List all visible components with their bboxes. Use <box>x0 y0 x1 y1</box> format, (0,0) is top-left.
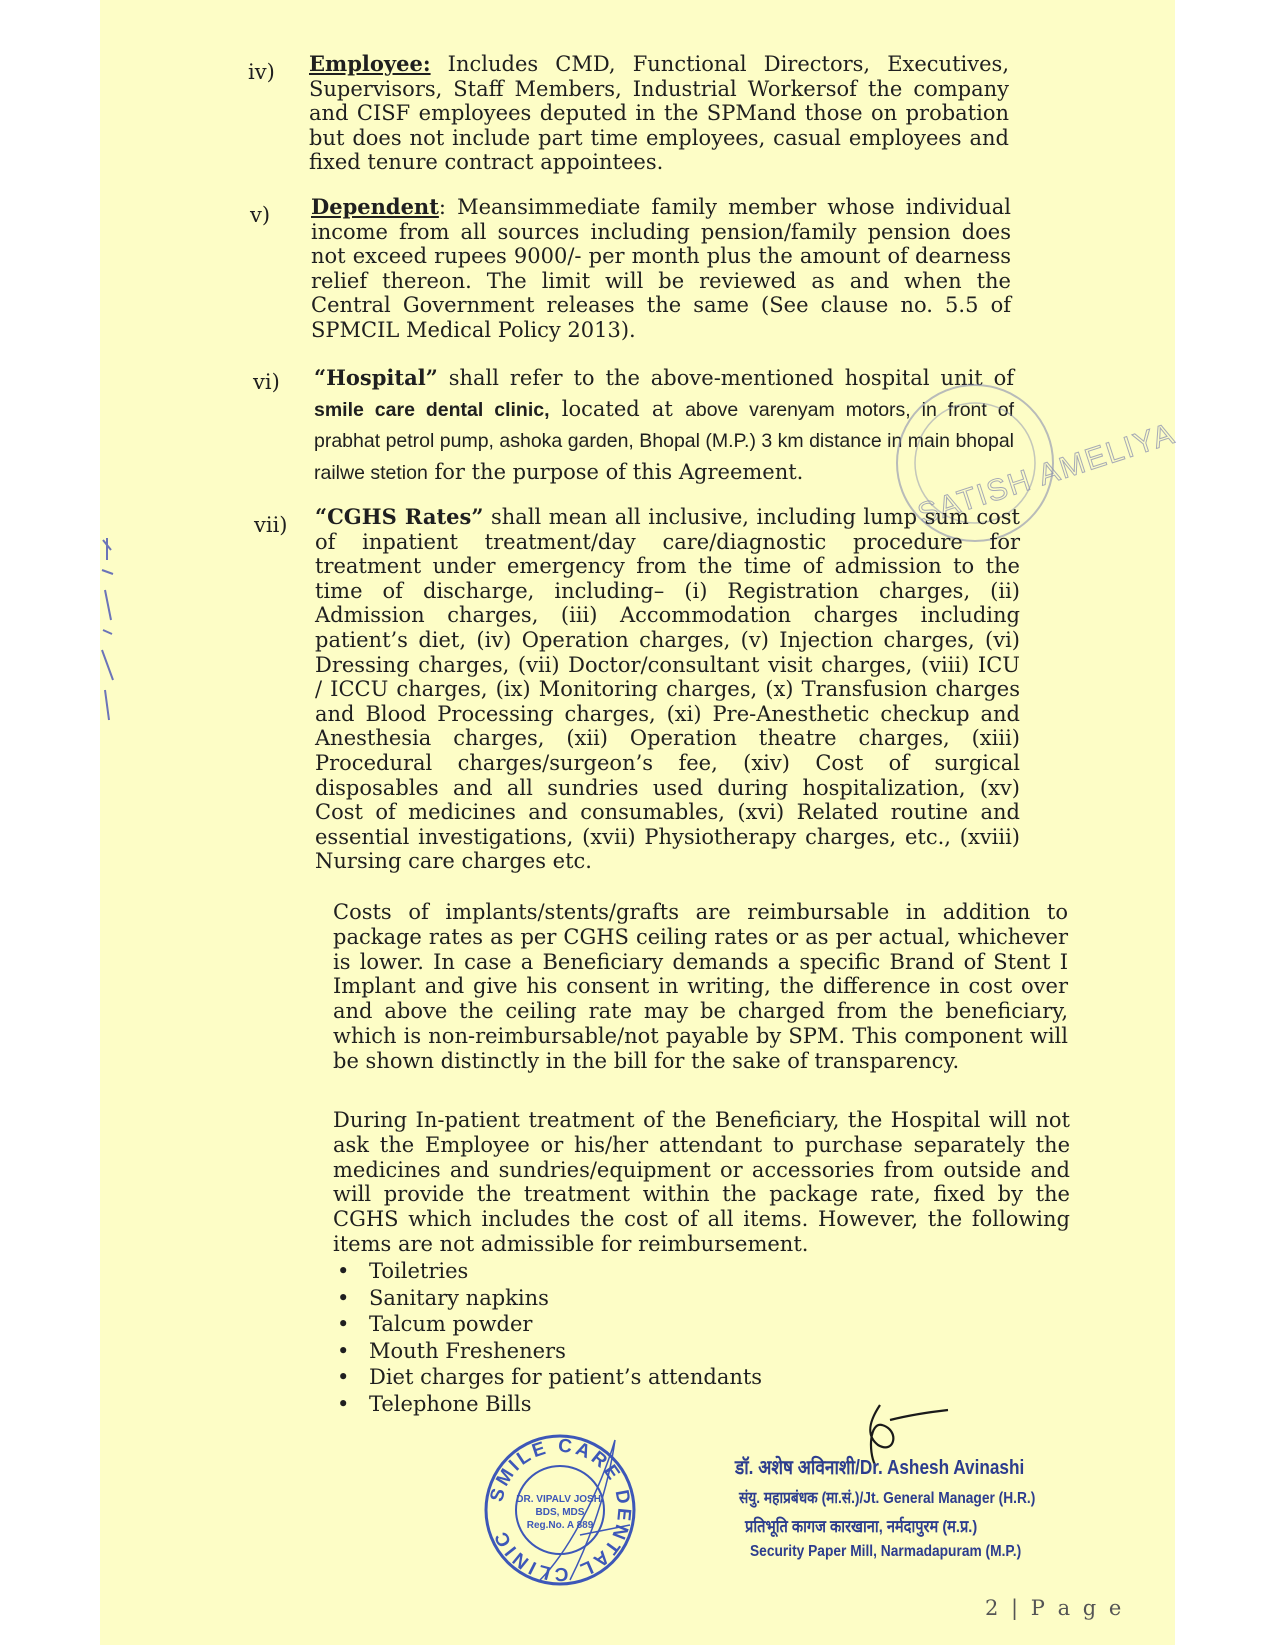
clause-number: vi) <box>253 370 280 394</box>
signatory-designation: संयु. महाप्रबंधक (मा.सं.)/Jt. General Manager (H.R.) <box>739 1490 1036 1507</box>
list-item: • Diet charges for patient’s attendants <box>337 1364 762 1391</box>
signatory-org: Security Paper Mill, Narmadapuram (M.P.) <box>750 1543 1022 1560</box>
clause-term: Dependent <box>311 194 439 219</box>
clinic-address: above varenyam motors, in front of prabhat petrol pump, ashoka garden, Bhopal (M.P.) 3 km distance in main bhopal railwe stetion <box>314 398 1015 484</box>
clause-number: vii) <box>254 513 288 537</box>
clause-text: for the purpose of this Agreement. <box>427 459 804 484</box>
seal-ring-text: SMILE CARE DENTAL CLINIC <box>486 1435 635 1585</box>
list-item: • Mouth Fresheners <box>337 1338 762 1365</box>
stamp-text: SATISH AMELIYA <box>913 416 1180 532</box>
clause-employee <box>309 52 1009 175</box>
clause-text: : Meansimmediate family member whose individual income from all sources including pension/family pension does not exceed rupees 9000/- per month plus the amount of dearness relief thereon. The limit will be reviewed as and when the Central Government releases the same (See clause no. 5.5 of SPMCIL Medical Policy 2013). <box>311 195 1011 342</box>
clause-number: v) <box>250 203 271 227</box>
paragraph-inpatient: During In-patient treatment of the Beneficiary, the Hospital will not ask the Employee or his/her attendant to purchase separately the medicines and sundries/equipment or accessories from outside and will provide the treatment within the package rate, fixed by the CGHS which includes the cost of all items. However, the following items are not admissible for reimbursement. <box>333 1108 1070 1256</box>
clinic-name: smile care dental clinic, <box>314 398 550 421</box>
clause-term: Employee: <box>309 51 431 76</box>
paragraph-implants: Costs of implants/stents/grafts are reimbursable in addition to package rates as per CGHS ceiling rates or as per actual, whichever is lower. In case a Beneficiary demands a specific Brand of Stent I Implant and give his consent in writing, the difference in cost over and above the ceiling rate may be charged from the beneficiary, which is non-reimbursable/not payable by SPM. This component will be shown distinctly in the bill for the sake of transparency. <box>333 900 1068 1073</box>
list-item: • Talcum powder <box>337 1311 762 1338</box>
seal-line: DR. VIPALV JOSHI <box>516 1494 604 1505</box>
list-item: • Toiletries <box>337 1258 762 1285</box>
page-number: 2 | P a g e <box>985 1596 1125 1620</box>
seal-line: Reg.No. A 889 <box>526 1520 594 1531</box>
seal-line: BDS, MDS <box>535 1507 585 1518</box>
clause-number: iv) <box>248 60 275 84</box>
non-admissible-list <box>337 1258 762 1417</box>
clause-text: located at <box>549 396 686 421</box>
clause-text: shall mean all inclusive, including lump sum cost of inpatient treatment/day care/diagnostic procedure for treatment under emergency from the time of admission to the time of discharge, including– (i) Registration charges, (ii) Admission charges, (iii) Accommodation charges including patient’s diet, (iv) Operation charges, (v) Injection charges, (vi) Dressing charges, (vii) Doctor/consultant visit charges, (viii) ICU / ICCU charges, (ix) Monitoring charges, (x) Transfusion charges and Blood Processing charges, (xi) Pre-Anesthetic checkup and Anesthesia charges, (xii) Operation theatre charges, (xiii) Procedural charges/surgeon’s fee, (xiv) Cost of surgical disposables and all sundries used during hospitalization, (xv) Cost of medicines and consumables, (xvi) Related routine and essential investigations, (xvii) Physiotherapy charges, etc., (xviii) Nursing care charges etc. <box>315 505 1020 874</box>
signatory-org-hindi: प्रतिभूति कागज कारखाना, नर्मदापुरम (म.प्र.) <box>745 1517 978 1536</box>
clause-dependent <box>311 195 1011 343</box>
clause-text: shall refer to the above-mentioned hospital unit of <box>437 366 1014 390</box>
clause-cghs-rates <box>315 505 1020 874</box>
clause-term: “Hospital” <box>314 365 438 390</box>
list-item: • Telephone Bills <box>337 1391 762 1418</box>
signatory-block <box>735 1453 1084 1561</box>
signatory-name: डॉ. अशेष अविनाशी/Dr. Ashesh Avinashi <box>735 1457 1025 1479</box>
margin-handwriting <box>97 530 119 730</box>
list-item: • Sanitary napkins <box>337 1285 762 1312</box>
clinic-seal <box>480 1430 640 1590</box>
clause-text: Includes CMD, Functional Directors, Executives, Supervisors, Staff Members, Industrial Workersof the company and CISF employees deputed in the SPMand those on probation but does not include part time employees, casual employees and fixed tenure contract appointees. <box>309 52 1009 175</box>
clause-term: “CGHS Rates” <box>315 504 484 529</box>
